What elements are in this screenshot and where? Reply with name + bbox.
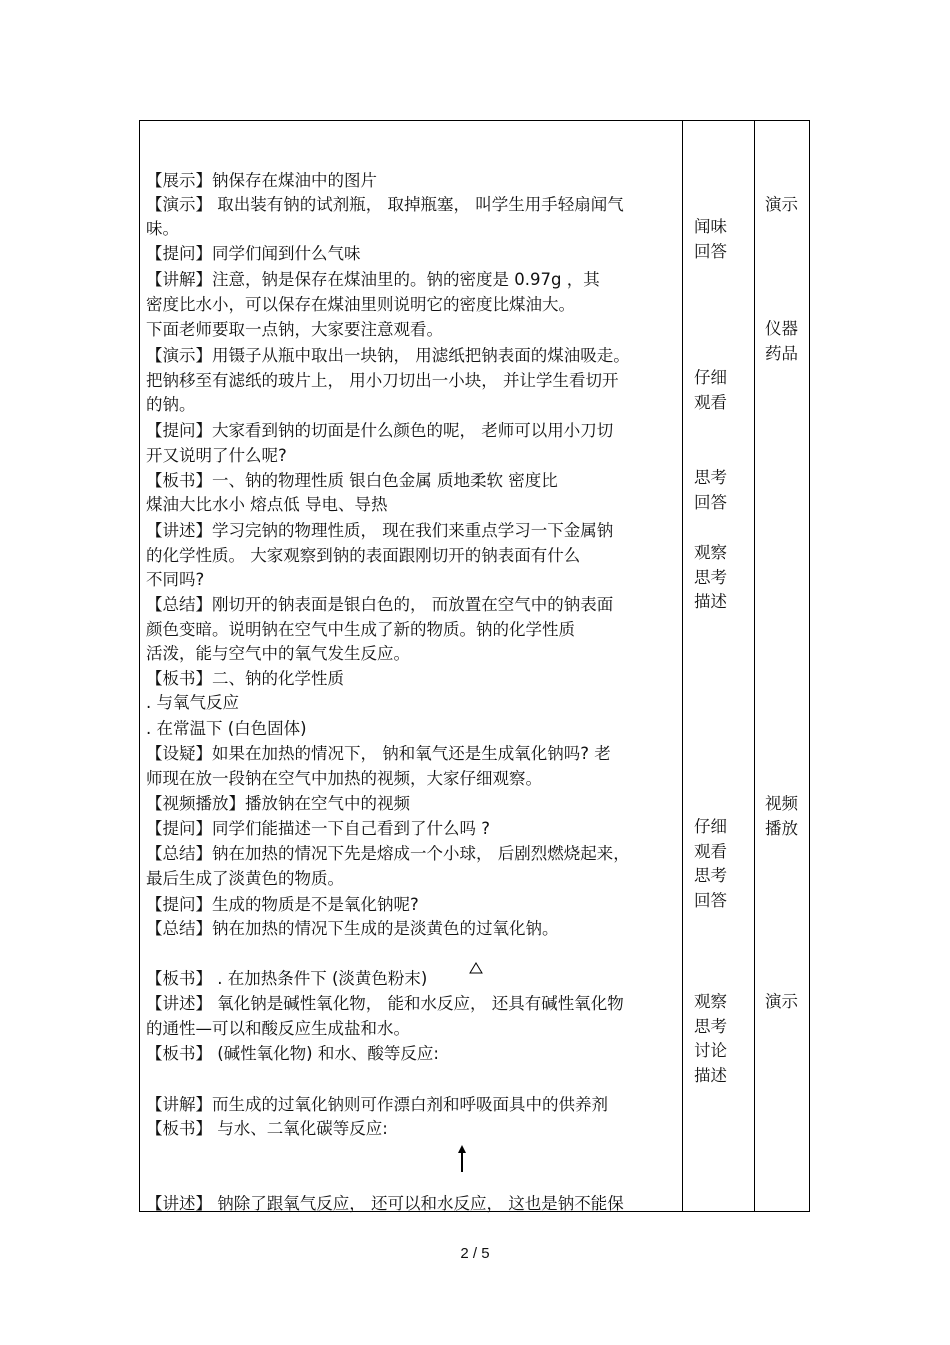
student-activity-label: 思考 [694, 1016, 727, 1036]
student-activity-label: 描述 [694, 1065, 727, 1085]
student-activity-label: 思考 [694, 468, 727, 487]
student-activity-label: 观看 [694, 392, 727, 412]
content-line: 【演示】用镊子从瓶中取出一块钠， 用滤纸把钠表面的煤油吸走。 [146, 346, 630, 365]
content-line: 颜色变暗。说明钠在空气中生成了新的物质。钠的化学性质 [146, 620, 575, 639]
student-activity-label: 观察 [694, 992, 727, 1011]
content-line: 最后生成了淡黄色的物质。 [146, 869, 344, 888]
content-line: 味。 [146, 219, 179, 238]
student-activity-label: 观察 [694, 543, 727, 562]
student-activity-label: 闻味 [694, 217, 727, 236]
student-activity-label: 思考 [694, 567, 727, 587]
content-line: 【设疑】如果在加热的情况下， 钠和氧气还是生成氧化钠吗? 老 [146, 744, 611, 763]
method-label: 视频 [765, 794, 798, 813]
page-number: 2 / 5 [460, 1245, 490, 1262]
content-line: 【板书】一、钠的物理性质 银白色金属 质地柔软 密度比 [146, 471, 558, 490]
content-line: 的钠。 [146, 395, 196, 414]
student-activity-label: 仔细 [694, 368, 727, 387]
content-line: 的通性—可以和酸反应生成盐和水。 [146, 1019, 410, 1038]
method-label: 仪器 [765, 319, 798, 338]
content-line: 【讲述】 氧化钠是碱性氧化物， 能和水反应， 还具有碱性氧化物 [146, 994, 624, 1013]
heating-triangle-icon [469, 962, 483, 974]
student-activity-label: 回答 [694, 890, 727, 910]
content-line: 【演示】 取出装有钠的试剂瓶， 取掉瓶塞， 叫学生用手轻扇闻气 [146, 195, 624, 214]
column-divider [754, 121, 755, 1211]
student-activity-label: 思考 [694, 866, 727, 885]
content-line: 【提问】同学们能描述一下自己看到了什么吗 ? [146, 819, 491, 838]
method-label: 药品 [765, 343, 798, 363]
method-label: 演示 [765, 992, 798, 1011]
content-line: 【视频播放】播放钠在空气中的视频 [146, 794, 410, 813]
content-line: 【讲解】而生成的过氧化钠则可作漂白剂和呼吸面具中的供养剂 [146, 1095, 608, 1114]
method-label: 演示 [765, 195, 798, 214]
content-line: 把钠移至有滤纸的玻片上， 用小刀切出一小块， 并让学生看切开 [146, 371, 619, 390]
content-line: 活泼，能与空气中的氧气发生反应。 [146, 644, 410, 663]
student-activity-label: 回答 [694, 241, 727, 261]
student-activity-label: 观看 [694, 841, 727, 861]
content-line: 密度比水小，可以保存在煤油里则说明它的密度比煤油大。 [146, 295, 575, 314]
content-line: 【讲解】注意，钠是保存在煤油里的。钠的密度是 0.97g ，其 [146, 270, 600, 289]
content-line: 【展示】钠保存在煤油中的图片 [146, 171, 377, 190]
content-line: 【总结】钠在加热的情况下先是熔成一个小球， 后剧烈燃烧起来， [146, 844, 630, 863]
content-line: 【板书】 . 在加热条件下 (淡黄色粉末) [146, 969, 428, 988]
content-line: 师现在放一段钠在空气中加热的视频，大家仔细观察。 [146, 769, 542, 788]
student-activity-label: 讨论 [694, 1041, 727, 1060]
content-line: 【总结】刚切开的钠表面是银白色的， 而放置在空气中的钠表面 [146, 595, 614, 614]
content-line: 【板书】 (碱性氧化物) 和水、酸等反应: [146, 1044, 439, 1063]
column-divider [682, 121, 683, 1211]
student-activity-label: 仔细 [694, 817, 727, 836]
content-line: 【板书】 与水、二氧化碳等反应: [146, 1119, 388, 1138]
content-line: 【讲述】 钠除了跟氧气反应， 还可以和水反应， 这也是钠不能保 [146, 1194, 624, 1213]
content-line: 煤油大比水小 熔点低 导电、导热 [146, 495, 388, 514]
content-line: 开又说明了什么呢? [146, 446, 287, 465]
student-activity-label: 回答 [694, 492, 727, 512]
content-line: 【提问】大家看到钠的切面是什么颜色的呢， 老师可以用小刀切 [146, 421, 614, 440]
gas-arrow-icon [455, 1145, 469, 1173]
method-label: 播放 [765, 818, 798, 838]
content-line: 【讲述】学习完钠的物理性质， 现在我们来重点学习一下金属钠 [146, 521, 614, 540]
content-line: 【提问】同学们闻到什么气味 [146, 244, 361, 263]
student-activity-label: 描述 [694, 592, 727, 611]
content-line: 【总结】钠在加热的情况下生成的是淡黄色的过氧化钠。 [146, 919, 559, 938]
content-line: . 在常温下 (白色固体) [146, 719, 307, 738]
content-line: 的化学性质。 大家观察到钠的表面跟刚切开的钠表面有什么 [146, 546, 581, 565]
content-line: . 与氧气反应 [146, 693, 239, 712]
content-line: 【提问】生成的物质是不是氧化钠呢? [146, 895, 419, 914]
content-line: 不同吗? [146, 570, 205, 589]
content-line: 【板书】二、钠的化学性质 [146, 669, 344, 688]
content-line: 下面老师要取一点钠，大家要注意观看。 [146, 320, 443, 339]
